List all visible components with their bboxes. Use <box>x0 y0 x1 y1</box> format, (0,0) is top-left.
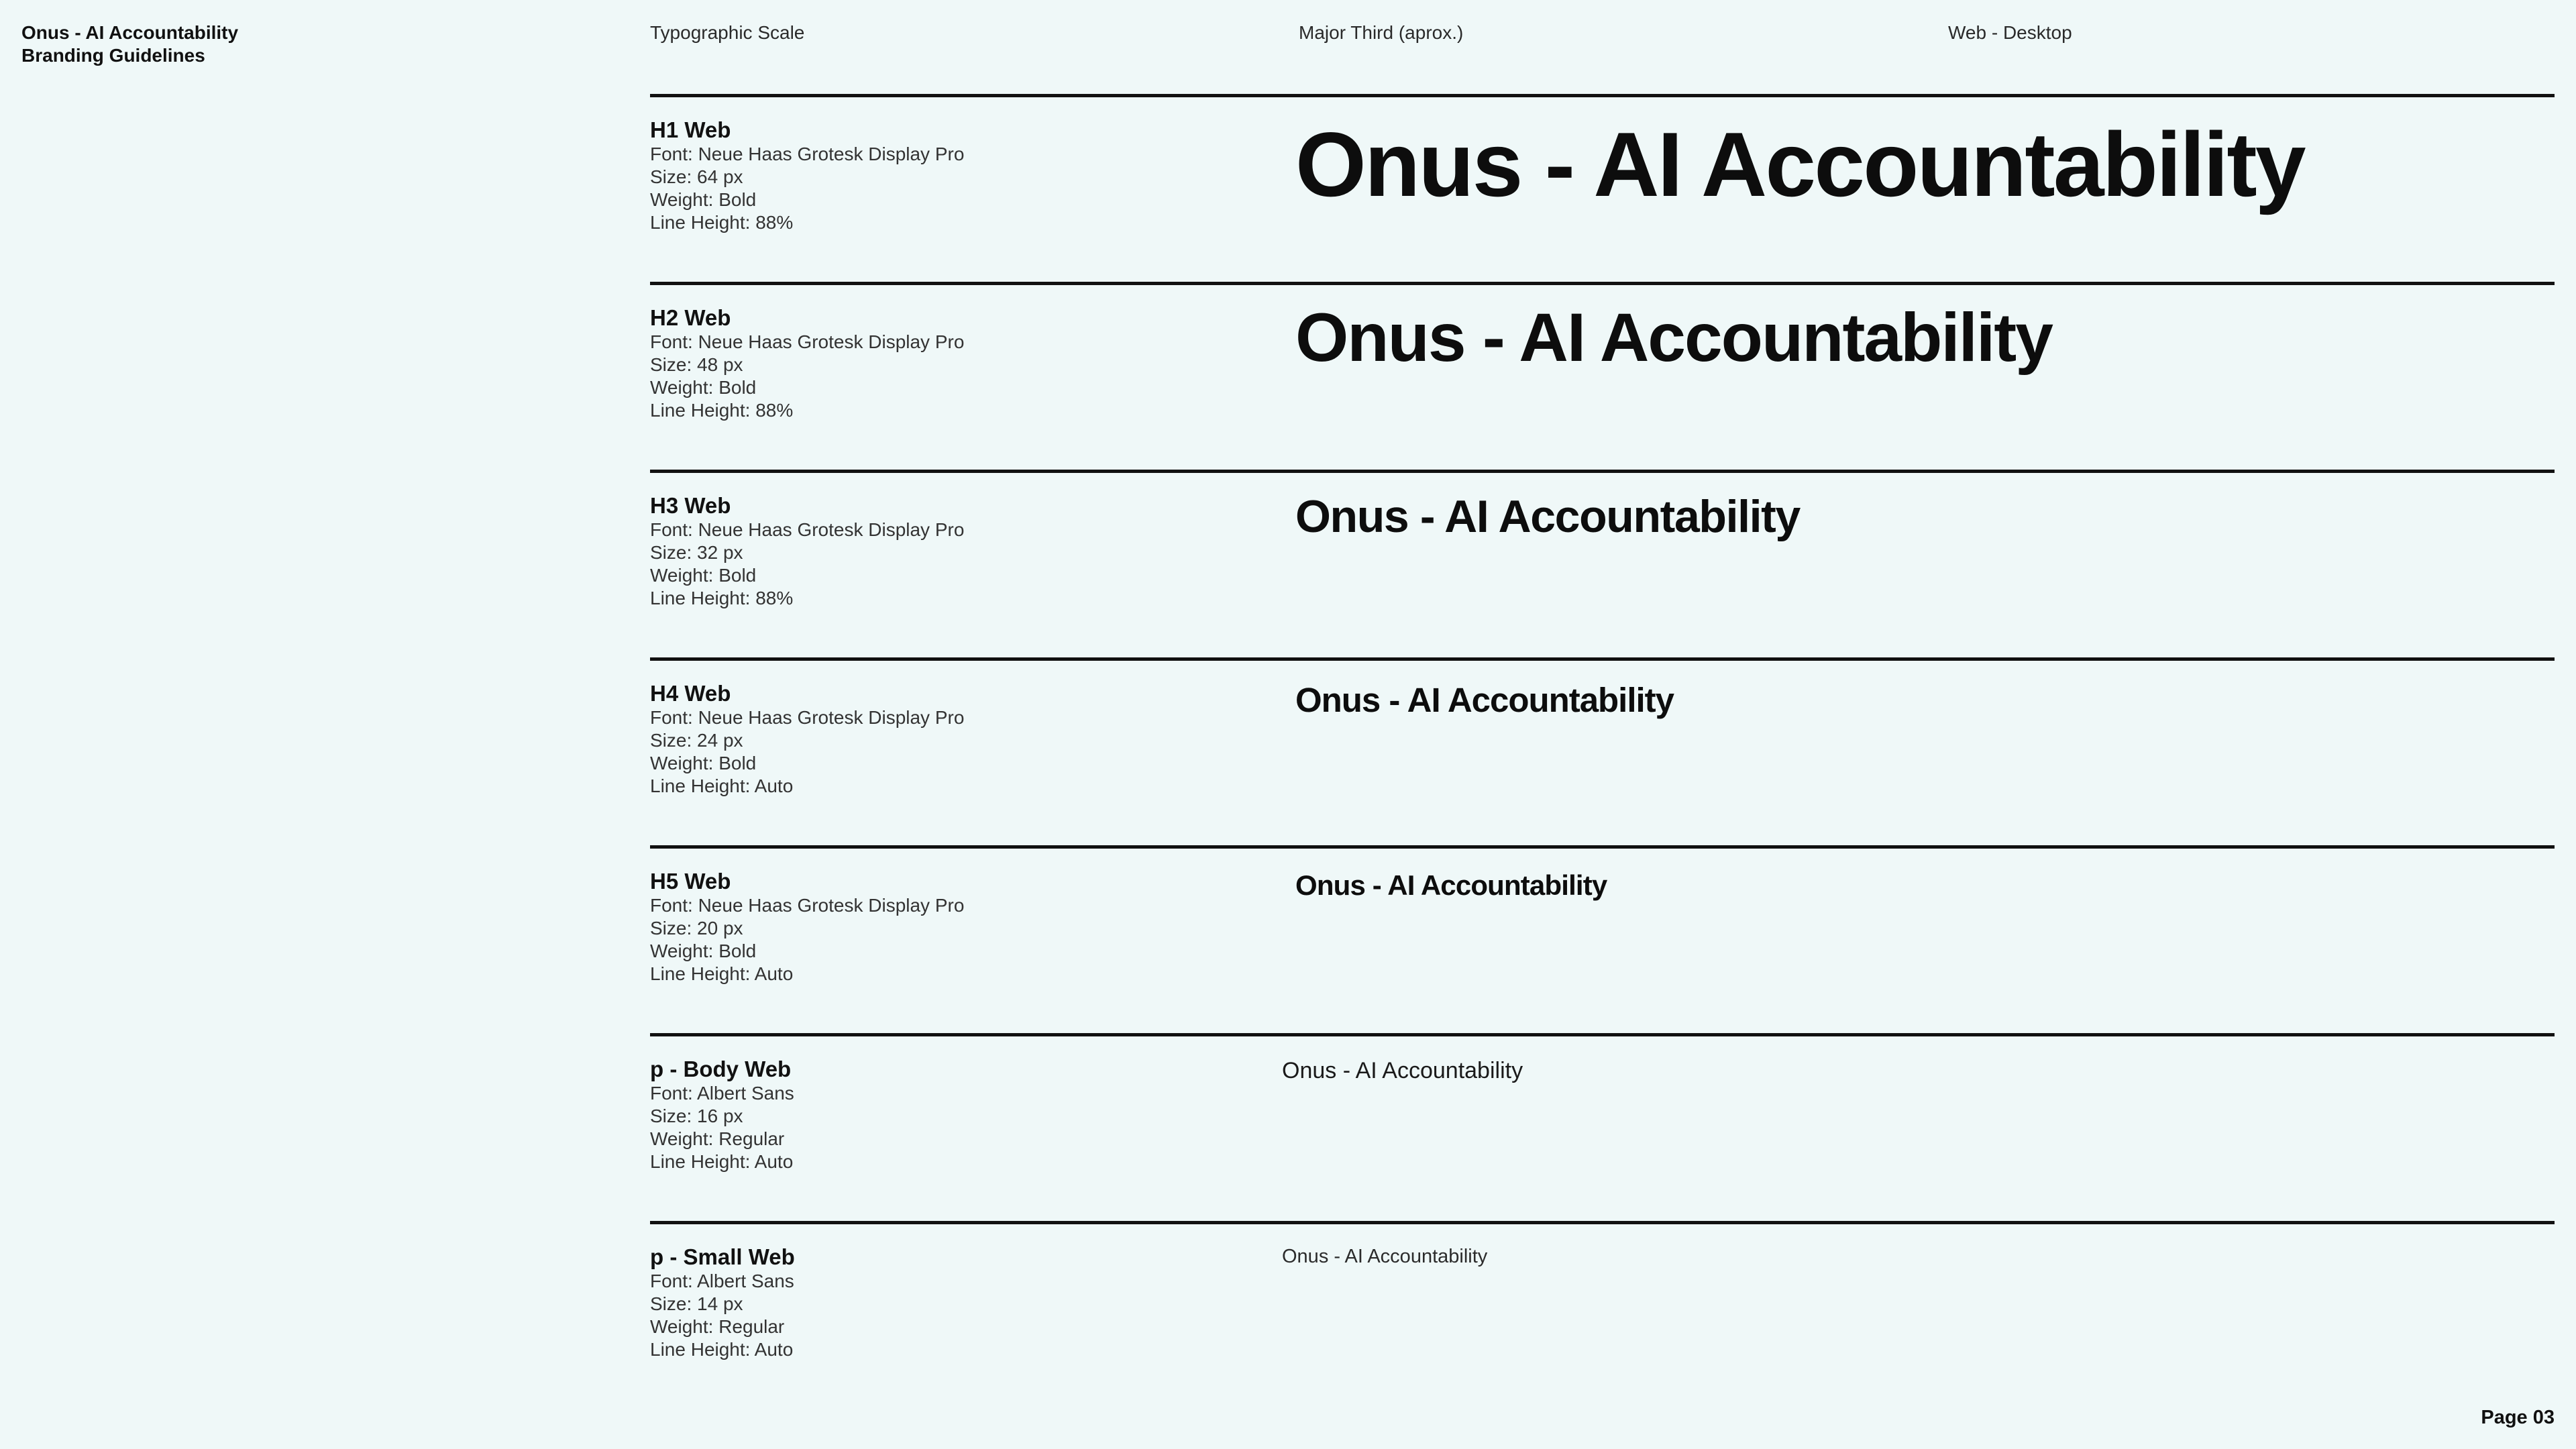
type-sample-h5: Onus - AI Accountability <box>1295 869 1607 901</box>
type-spec-size: Size: 20 px <box>650 918 743 938</box>
type-spec-font: Font: Neue Haas Grotesk Display Pro <box>650 707 965 728</box>
type-spec-line-height: Line Height: Auto <box>650 963 794 984</box>
type-spec-weight: Weight: Bold <box>650 565 757 586</box>
type-spec-size: Size: 48 px <box>650 354 743 375</box>
type-spec-weight: Weight: Bold <box>650 377 757 398</box>
type-spec-weight: Weight: Regular <box>650 1316 785 1337</box>
type-style-row-h5 <box>650 845 2555 1033</box>
typographic-scale-label: Typographic Scale <box>650 22 805 43</box>
type-spec-title: H4 Web <box>650 681 731 706</box>
type-spec <box>650 493 1254 610</box>
type-spec-line-height: Line Height: Auto <box>650 1339 794 1360</box>
type-spec-line-height: Line Height: 88% <box>650 212 794 233</box>
type-spec <box>650 305 1254 422</box>
type-spec-weight: Weight: Bold <box>650 753 757 773</box>
type-spec-weight: Weight: Bold <box>650 189 757 210</box>
type-spec-size: Size: 64 px <box>650 166 743 187</box>
type-spec-line-height: Line Height: 88% <box>650 400 794 421</box>
type-sample-small: Onus - AI Accountability <box>1282 1246 1488 1267</box>
type-spec-size: Size: 16 px <box>650 1106 743 1126</box>
type-spec-line-height: Line Height: Auto <box>650 775 794 796</box>
type-spec-title: H5 Web <box>650 869 731 894</box>
brand-subtitle: Branding Guidelines <box>21 45 205 66</box>
type-sample-h2: Onus - AI Accountability <box>1295 299 2052 376</box>
type-style-row-h1 <box>650 94 2555 282</box>
platform-label: Web - Desktop <box>1948 22 2072 43</box>
type-sample-h3: Onus - AI Accountability <box>1295 491 1800 542</box>
type-spec-line-height: Line Height: Auto <box>650 1151 794 1172</box>
type-style-row-h4 <box>650 657 2555 845</box>
scale-ratio-label: Major Third (aprox.) <box>1299 22 1464 43</box>
type-spec-size: Size: 14 px <box>650 1293 743 1314</box>
type-spec-font: Font: Neue Haas Grotesk Display Pro <box>650 331 965 352</box>
type-spec-title: H2 Web <box>650 305 731 330</box>
page-number: Page 03 <box>2481 1407 2555 1428</box>
type-spec-font: Font: Albert Sans <box>650 1083 794 1104</box>
type-spec-font: Font: Neue Haas Grotesk Display Pro <box>650 519 965 540</box>
type-spec <box>650 1244 1254 1361</box>
type-spec-font: Font: Neue Haas Grotesk Display Pro <box>650 895 965 916</box>
type-spec <box>650 681 1254 798</box>
type-spec <box>650 869 1254 985</box>
type-style-row-h2 <box>650 282 2555 470</box>
type-sample-h1: Onus - AI Accountability <box>1295 113 2304 215</box>
type-spec-line-height: Line Height: 88% <box>650 588 794 608</box>
type-sample-h4: Onus - AI Accountability <box>1295 681 1674 719</box>
type-spec <box>650 117 1254 234</box>
type-style-row-body <box>650 1033 2555 1221</box>
type-spec-weight: Weight: Regular <box>650 1128 785 1149</box>
type-spec-size: Size: 32 px <box>650 542 743 563</box>
type-spec-font: Font: Albert Sans <box>650 1271 794 1291</box>
type-style-row-h3 <box>650 470 2555 657</box>
brand-name: Onus - AI Accountability <box>21 22 239 43</box>
type-style-row-small <box>650 1221 2555 1382</box>
type-spec-title: p - Small Web <box>650 1244 795 1269</box>
type-spec-size: Size: 24 px <box>650 730 743 751</box>
type-spec-font: Font: Neue Haas Grotesk Display Pro <box>650 144 965 164</box>
type-spec-title: H3 Web <box>650 493 731 518</box>
type-spec-title: p - Body Web <box>650 1057 792 1081</box>
type-sample-body: Onus - AI Accountability <box>1282 1058 1523 1083</box>
type-spec-title: H1 Web <box>650 117 731 142</box>
type-spec <box>650 1057 1254 1173</box>
type-spec-weight: Weight: Bold <box>650 941 757 961</box>
brand-title <box>21 21 238 67</box>
